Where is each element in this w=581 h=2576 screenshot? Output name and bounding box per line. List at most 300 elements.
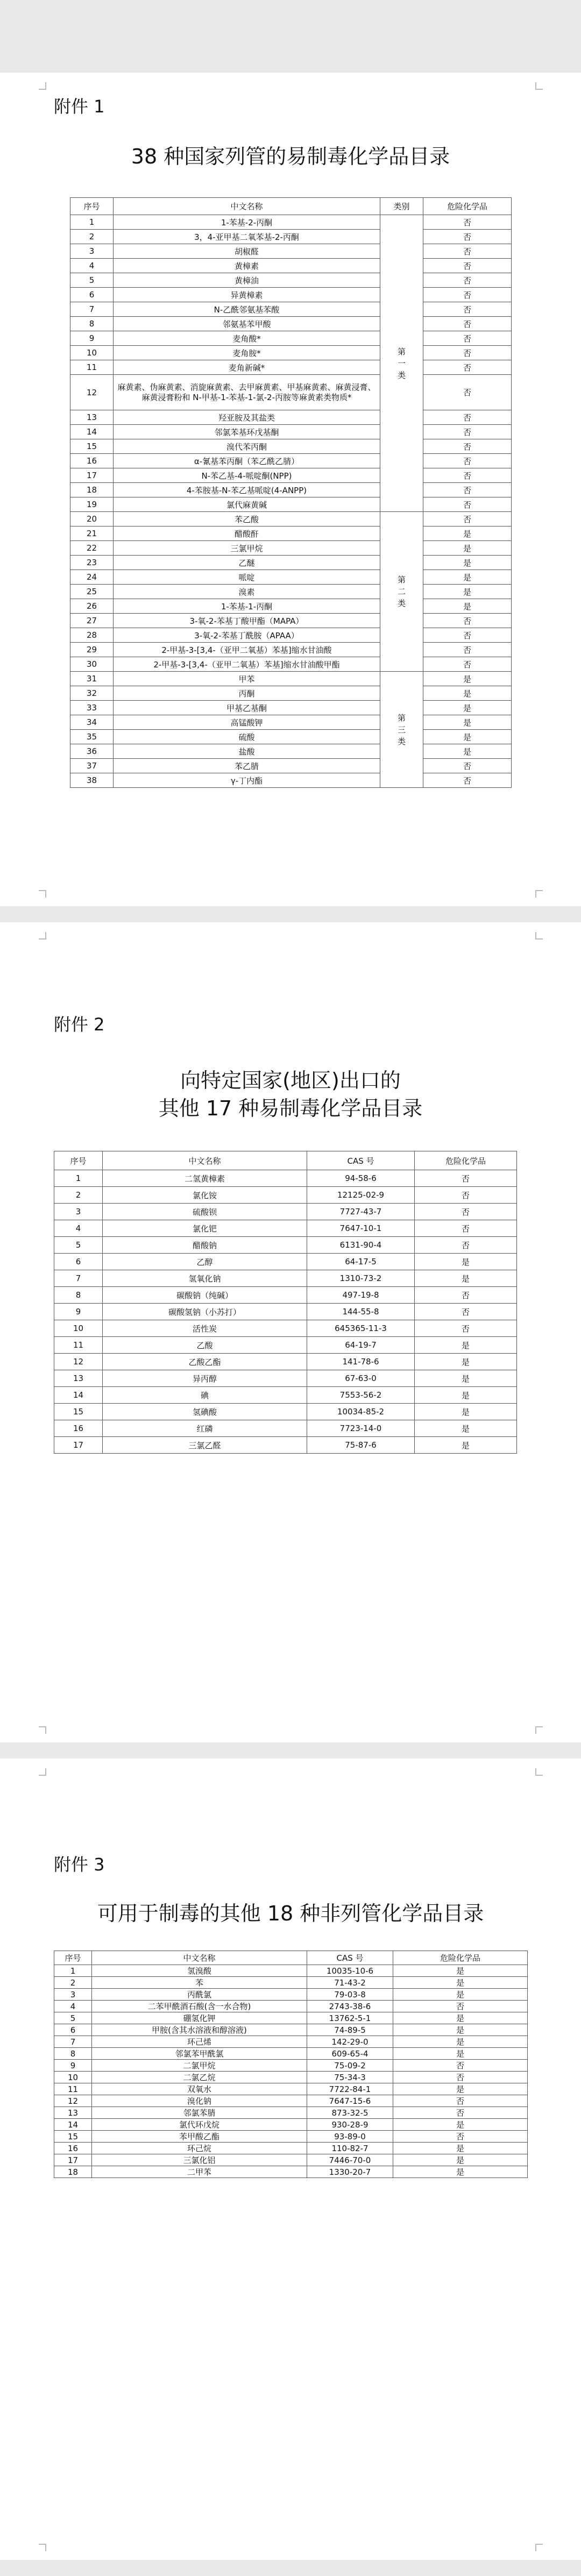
- row-index: 15: [54, 2131, 92, 2143]
- cas-number: 1330-20-7: [307, 2166, 393, 2178]
- table-row: [70, 497, 512, 512]
- row-index: 5: [54, 1237, 103, 1254]
- hazardous-flag: 否: [415, 1287, 517, 1304]
- category-label: 第一类: [397, 346, 406, 380]
- table-row: [70, 672, 512, 686]
- page-corner-mark: [535, 890, 543, 898]
- chemical-name: 溴素: [114, 585, 380, 599]
- row-index: 14: [70, 425, 114, 439]
- row-index: 25: [70, 585, 114, 599]
- row-index: 6: [70, 288, 114, 302]
- hazardous-flag: 否: [415, 1320, 517, 1337]
- hazardous-flag: 是: [393, 2154, 528, 2166]
- table-row: [70, 215, 512, 230]
- row-index: 10: [54, 2072, 92, 2083]
- hazardous-flag: 否: [415, 1220, 517, 1237]
- chemical-name: 乙醇: [103, 1254, 307, 1270]
- row-index: 2: [54, 1187, 103, 1204]
- hazardous-flag: 否: [423, 375, 512, 410]
- table-row: [70, 730, 512, 744]
- chemical-name: 二氯乙烷: [92, 2072, 307, 2083]
- cas-number: 645365-11-3: [307, 1320, 415, 1337]
- cas-number: 13762-5-1: [307, 2012, 393, 2024]
- page-corner-mark: [39, 890, 46, 898]
- page-title-line1: 向特定国家(地区)出口的: [180, 1069, 401, 1092]
- chemical-name: 氢溴酸: [92, 1965, 307, 1977]
- row-index: 7: [54, 2036, 92, 2048]
- table-row: [70, 526, 512, 541]
- hazardous-flag: 是: [415, 1404, 517, 1420]
- cas-number: 2743-38-6: [307, 2001, 393, 2012]
- chemical-name: 异黄樟素: [114, 288, 380, 302]
- table-row: [54, 2166, 528, 2178]
- hazardous-flag: 否: [423, 302, 512, 317]
- chemical-name: 双氧水: [92, 2083, 307, 2095]
- row-index: 9: [54, 1304, 103, 1320]
- row-index: 18: [70, 483, 114, 497]
- cas-number: 64-19-7: [307, 1337, 415, 1354]
- chemical-name: 黄樟油: [114, 273, 380, 288]
- chemical-name: 苯乙腈: [114, 759, 380, 773]
- row-index: 5: [54, 2012, 92, 2024]
- chemical-name: 哌啶: [114, 570, 380, 585]
- table-row: [54, 1354, 517, 1370]
- chemical-name: γ-丁内酯: [114, 773, 380, 788]
- table-row: [54, 2083, 528, 2095]
- row-index: 2: [70, 230, 114, 244]
- hazardous-flag: 是: [415, 1387, 517, 1404]
- cas-number: 497-19-8: [307, 1287, 415, 1304]
- page-corner-mark: [39, 1726, 46, 1734]
- row-index: 5: [70, 273, 114, 288]
- row-index: 27: [70, 614, 114, 628]
- cas-number: 10034-85-2: [307, 1404, 415, 1420]
- table-row: [54, 2048, 528, 2060]
- hazardous-flag: 否: [393, 2131, 528, 2143]
- hazardous-flag: 否: [393, 2001, 528, 2012]
- cas-number: 142-29-0: [307, 2036, 393, 2048]
- chemical-name: 苯: [92, 1977, 307, 1989]
- row-index: 14: [54, 1387, 103, 1404]
- cas-number: 110-82-7: [307, 2143, 393, 2154]
- hazardous-flag: 否: [423, 512, 512, 526]
- row-index: 36: [70, 744, 114, 759]
- table-row: [70, 410, 512, 425]
- hazardous-flag: 是: [393, 2012, 528, 2024]
- hazardous-flag: 否: [423, 331, 512, 346]
- table-row: [70, 570, 512, 585]
- table-row: [70, 657, 512, 672]
- row-index: 1: [54, 1170, 103, 1187]
- table-row: [54, 2072, 528, 2083]
- attachment-label: 附件 1: [54, 96, 105, 117]
- table-row: [70, 454, 512, 468]
- table-row: [54, 1220, 517, 1237]
- category-cell: [380, 215, 423, 512]
- table-row: [70, 360, 512, 375]
- row-index: 13: [54, 2107, 92, 2119]
- chemical-name: 苯甲酸乙酯: [92, 2131, 307, 2143]
- hazardous-flag: 是: [415, 1437, 517, 1454]
- row-index: 9: [54, 2060, 92, 2072]
- row-index: 28: [70, 628, 114, 643]
- header-name: 中文名称: [103, 1151, 307, 1170]
- row-index: 8: [54, 1287, 103, 1304]
- table-row: [54, 1187, 517, 1204]
- cas-number: 1310-73-2: [307, 1270, 415, 1287]
- table-row: [54, 1989, 528, 2001]
- chemical-name: 甲基乙基酮: [114, 701, 380, 715]
- page-title-line2: 其他 17 种易制毒化学品目录: [158, 1097, 423, 1120]
- hazardous-flag: 否: [423, 288, 512, 302]
- row-index: 15: [54, 1404, 103, 1420]
- hazardous-flag: 否: [423, 244, 512, 259]
- chemical-name: 硫酸钡: [103, 1204, 307, 1220]
- hazardous-flag: 是: [393, 2024, 528, 2036]
- row-index: 19: [70, 497, 114, 512]
- header-name: 中文名称: [114, 198, 380, 215]
- chemical-name: 高锰酸钾: [114, 715, 380, 730]
- chemical-name: 乙酸乙酯: [103, 1354, 307, 1370]
- row-index: 1: [70, 215, 114, 230]
- row-index: 17: [70, 468, 114, 483]
- hazardous-flag: 是: [423, 526, 512, 541]
- page-corner-mark: [535, 82, 543, 90]
- table-row: [54, 1237, 517, 1254]
- table-row: [70, 512, 512, 526]
- cas-number: 930-28-9: [307, 2119, 393, 2131]
- hazardous-flag: 否: [423, 657, 512, 672]
- chemical-name: 羟亚胺及其盐类: [114, 410, 380, 425]
- chemical-name: 2-甲基-3-[3,4-（亚甲二氧基）苯基]缩水甘油酸甲酯: [114, 657, 380, 672]
- chemical-name: 硼氢化钾: [92, 2012, 307, 2024]
- table-row: [70, 715, 512, 730]
- page-title: 38 种国家列管的易制毒化学品目录: [131, 145, 450, 168]
- page-corner-mark: [39, 932, 46, 940]
- chemical-name: N-苯乙基-4-哌啶酮(NPP): [114, 468, 380, 483]
- row-index: 13: [70, 410, 114, 425]
- page-title: 可用于制毒的其他 18 种非列管化学品目录: [97, 1902, 484, 1925]
- hazardous-flag: 否: [415, 1237, 517, 1254]
- hazardous-flag: 否: [415, 1170, 517, 1187]
- hazardous-flag: 否: [423, 614, 512, 628]
- row-index: 14: [54, 2119, 92, 2131]
- row-index: 21: [70, 526, 114, 541]
- row-index: 8: [70, 317, 114, 331]
- chemical-name: 3-氧-2-苯基丁酸甲酯（MAPA）: [114, 614, 380, 628]
- chemical-name: 麦角新碱*: [114, 360, 380, 375]
- cas-number: 94-58-6: [307, 1170, 415, 1187]
- hazardous-flag: 否: [423, 773, 512, 788]
- row-index: 6: [54, 2024, 92, 2036]
- chemical-name: 溴代苯丙酮: [114, 439, 380, 454]
- row-index: 2: [54, 1977, 92, 1989]
- header-index: 序号: [70, 198, 114, 215]
- table-row: [70, 259, 512, 273]
- hazardous-flag: 否: [423, 643, 512, 657]
- table-row: [70, 317, 512, 331]
- table-row: [54, 1304, 517, 1320]
- table-row: [70, 701, 512, 715]
- hazardous-flag: 否: [423, 360, 512, 375]
- table-row: [54, 1270, 517, 1287]
- hazardous-flag: 否: [423, 215, 512, 230]
- hazardous-flag: 是: [393, 2143, 528, 2154]
- chemical-name: 碳酸钠（纯碱）: [103, 1287, 307, 1304]
- chemical-name: 1-苯基-2-丙酮: [114, 215, 380, 230]
- header-cas: CAS 号: [307, 1151, 415, 1170]
- chemical-name: 氢碘酸: [103, 1404, 307, 1420]
- hazardous-flag: 否: [415, 1304, 517, 1320]
- row-index: 33: [70, 701, 114, 715]
- hazardous-flag: 否: [393, 2060, 528, 2072]
- cas-number: 144-55-8: [307, 1304, 415, 1320]
- row-index: 11: [54, 2083, 92, 2095]
- chemical-name: 二苯甲酰酒石酸(含一水合物): [92, 2001, 307, 2012]
- chemical-name: 溴化钠: [92, 2095, 307, 2107]
- hazardous-flag: 是: [423, 672, 512, 686]
- table-row: [54, 2119, 528, 2131]
- hazardous-flag: 否: [393, 2095, 528, 2107]
- chemical-name: 二甲苯: [92, 2166, 307, 2178]
- row-index: 3: [54, 1204, 103, 1220]
- hazardous-flag: 否: [423, 425, 512, 439]
- row-index: 12: [70, 375, 114, 410]
- hazardous-flag: 是: [423, 701, 512, 715]
- chemical-name: 醋酸钠: [103, 1237, 307, 1254]
- row-index: 16: [70, 454, 114, 468]
- category-cell: [380, 512, 423, 672]
- chemical-name: 麦角胺*: [114, 346, 380, 360]
- chemical-name: 邻氯苯腈: [92, 2107, 307, 2119]
- header-hazardous: 危险化学品: [423, 198, 512, 215]
- chemical-name: N-乙酰邻氨基苯酸: [114, 302, 380, 317]
- hazardous-flag: 是: [415, 1270, 517, 1287]
- table-row: [54, 2060, 528, 2072]
- page-corner-mark: [39, 1768, 46, 1776]
- header-cas: CAS 号: [307, 1951, 393, 1965]
- table-row: [70, 686, 512, 701]
- table-row: [54, 1204, 517, 1220]
- hazardous-flag: 否: [423, 273, 512, 288]
- header-category: 类别: [380, 198, 423, 215]
- table-row: [70, 614, 512, 628]
- table-row: [54, 2036, 528, 2048]
- chemical-name: 活性炭: [103, 1320, 307, 1337]
- cas-number: 75-34-3: [307, 2072, 393, 2083]
- attachment-label: 附件 3: [54, 1854, 105, 1875]
- row-index: 17: [54, 2154, 92, 2166]
- chemical-name: 硫酸: [114, 730, 380, 744]
- hazardous-flag: 否: [393, 2072, 528, 2083]
- hazardous-flag: 是: [423, 686, 512, 701]
- hazardous-flag: 是: [393, 1977, 528, 1989]
- hazardous-flag: 否: [423, 230, 512, 244]
- chemical-name: 麻黄素、伪麻黄素、消旋麻黄素、去甲麻黄素、甲基麻黄素、麻黄浸膏、麻黄浸膏粉和 N-甲基-1-苯基-1-氯-2-丙胺等麻黄素类物质*: [114, 375, 380, 410]
- row-index: 16: [54, 1420, 103, 1437]
- hazardous-flag: 是: [393, 2083, 528, 2095]
- row-index: 9: [70, 331, 114, 346]
- row-index: 3: [54, 1989, 92, 2001]
- hazardous-flag: 是: [415, 1354, 517, 1370]
- chemical-name: 邻氨基苯甲酸: [114, 317, 380, 331]
- table-row: [70, 556, 512, 570]
- cas-number: 74-89-5: [307, 2024, 393, 2036]
- chemical-name: 碘: [103, 1387, 307, 1404]
- row-index: 4: [54, 1220, 103, 1237]
- cas-number: 7723-14-0: [307, 1420, 415, 1437]
- page-2: [0, 922, 581, 1742]
- table-row: [70, 468, 512, 483]
- chemical-name: 氢氧化钠: [103, 1270, 307, 1287]
- hazardous-flag: 是: [423, 744, 512, 759]
- table-row: [70, 302, 512, 317]
- row-index: 4: [54, 2001, 92, 2012]
- category-label: 第二类: [397, 575, 406, 608]
- row-index: 37: [70, 759, 114, 773]
- row-index: 23: [70, 556, 114, 570]
- row-index: 12: [54, 1354, 103, 1370]
- chemical-name: 三氯甲烷: [114, 541, 380, 556]
- cas-number: 12125-02-9: [307, 1187, 415, 1204]
- page-corner-mark: [535, 1768, 543, 1776]
- chemical-name: 黄樟素: [114, 259, 380, 273]
- cas-number: 10035-10-6: [307, 1965, 393, 1977]
- table-row: [70, 425, 512, 439]
- table-row: [54, 1437, 517, 1454]
- cas-number: 6131-90-4: [307, 1237, 415, 1254]
- table-row: [70, 483, 512, 497]
- hazardous-flag: 否: [423, 439, 512, 454]
- row-index: 38: [70, 773, 114, 788]
- row-index: 13: [54, 1370, 103, 1387]
- hazardous-flag: 是: [393, 2048, 528, 2060]
- hazardous-flag: 是: [423, 570, 512, 585]
- table-row: [54, 2154, 528, 2166]
- table-row: [54, 2001, 528, 2012]
- chemical-name: 苯乙酸: [114, 512, 380, 526]
- table-row: [54, 1320, 517, 1337]
- row-index: 10: [54, 1320, 103, 1337]
- category-label: 第三类: [397, 713, 406, 746]
- cas-number: 75-09-2: [307, 2060, 393, 2072]
- row-index: 10: [70, 346, 114, 360]
- cas-number: 64-17-5: [307, 1254, 415, 1270]
- header-index: 序号: [54, 1151, 103, 1170]
- hazardous-flag: 否: [423, 410, 512, 425]
- table-row: [70, 773, 512, 788]
- chemical-name: 2-甲基-3-[3,4-（亚甲二氧基）苯基]缩水甘油酸: [114, 643, 380, 657]
- chemical-name: 醋酸酐: [114, 526, 380, 541]
- chemical-table: [70, 197, 512, 788]
- hazardous-flag: 是: [423, 585, 512, 599]
- chemical-table: [54, 1151, 517, 1454]
- row-index: 17: [54, 1437, 103, 1454]
- header-hazardous: 危险化学品: [415, 1151, 517, 1170]
- row-index: 24: [70, 570, 114, 585]
- chemical-name: 乙酸: [103, 1337, 307, 1354]
- cas-number: 7647-10-1: [307, 1220, 415, 1237]
- table-row: [70, 375, 512, 410]
- hazardous-flag: 是: [415, 1370, 517, 1387]
- row-index: 35: [70, 730, 114, 744]
- chemical-name: 二氯甲烷: [92, 2060, 307, 2072]
- hazardous-flag: 是: [423, 541, 512, 556]
- chemical-name: 3，4-亚甲基二氧苯基-2-丙酮: [114, 230, 380, 244]
- page-corner-mark: [39, 2544, 46, 2551]
- chemical-name: 三氯乙醛: [103, 1437, 307, 1454]
- hazardous-flag: 是: [423, 715, 512, 730]
- row-index: 8: [54, 2048, 92, 2060]
- chemical-name: 1-苯基-1-丙酮: [114, 599, 380, 614]
- cas-number: 609-65-4: [307, 2048, 393, 2060]
- cas-number: 7553-56-2: [307, 1387, 415, 1404]
- page-corner-mark: [39, 82, 46, 90]
- header-index: 序号: [54, 1951, 92, 1965]
- chemical-name: 氯代麻黄碱: [114, 497, 380, 512]
- table-row: [70, 346, 512, 360]
- table-row: [54, 2095, 528, 2107]
- table-row: [54, 1977, 528, 1989]
- chemical-name: 4-苯胺基-N-苯乙基哌啶(4-ANPP): [114, 483, 380, 497]
- page-1: [0, 73, 581, 906]
- row-index: 29: [70, 643, 114, 657]
- row-index: 20: [70, 512, 114, 526]
- table-row: [70, 331, 512, 346]
- page-corner-mark: [535, 1726, 543, 1734]
- cas-number: 7446-70-0: [307, 2154, 393, 2166]
- table-row: [54, 1404, 517, 1420]
- table-row: [54, 1170, 517, 1187]
- chemical-name: 甲胺(含其水溶液和醇溶液): [92, 2024, 307, 2036]
- chemical-name: α-氰基苯丙酮（苯乙酰乙腈）: [114, 454, 380, 468]
- row-index: 11: [54, 1337, 103, 1354]
- hazardous-flag: 否: [423, 759, 512, 773]
- row-index: 16: [54, 2143, 92, 2154]
- table-row: [70, 230, 512, 244]
- chemical-name: 邻氯苯基环戊基酮: [114, 425, 380, 439]
- row-index: 4: [70, 259, 114, 273]
- hazardous-flag: 是: [393, 1965, 528, 1977]
- hazardous-flag: 是: [393, 2119, 528, 2131]
- table-row: [70, 759, 512, 773]
- hazardous-flag: 否: [423, 317, 512, 331]
- hazardous-flag: 否: [415, 1204, 517, 1220]
- table-row: [54, 1337, 517, 1354]
- cas-number: 873-32-5: [307, 2107, 393, 2119]
- chemical-table: [54, 1951, 528, 2178]
- chemical-name: 3-氧-2-苯基丁酰胺（APAA）: [114, 628, 380, 643]
- row-index: 22: [70, 541, 114, 556]
- hazardous-flag: 是: [415, 1337, 517, 1354]
- chemical-name: 乙醚: [114, 556, 380, 570]
- header-name: 中文名称: [92, 1951, 307, 1965]
- chemical-name: 胡椒醛: [114, 244, 380, 259]
- table-row: [70, 439, 512, 454]
- hazardous-flag: 是: [393, 2036, 528, 2048]
- table-row: [54, 2012, 528, 2024]
- cas-number: 7722-84-1: [307, 2083, 393, 2095]
- hazardous-flag: 否: [423, 628, 512, 643]
- row-index: 6: [54, 1254, 103, 1270]
- hazardous-flag: 否: [415, 1187, 517, 1204]
- chemical-name: 碳酸氢钠（小苏打）: [103, 1304, 307, 1320]
- chemical-name: 丙酰氯: [92, 1989, 307, 2001]
- row-index: 26: [70, 599, 114, 614]
- hazardous-flag: 是: [423, 730, 512, 744]
- chemical-name: 环己烯: [92, 2036, 307, 2048]
- chemical-name: 红磷: [103, 1420, 307, 1437]
